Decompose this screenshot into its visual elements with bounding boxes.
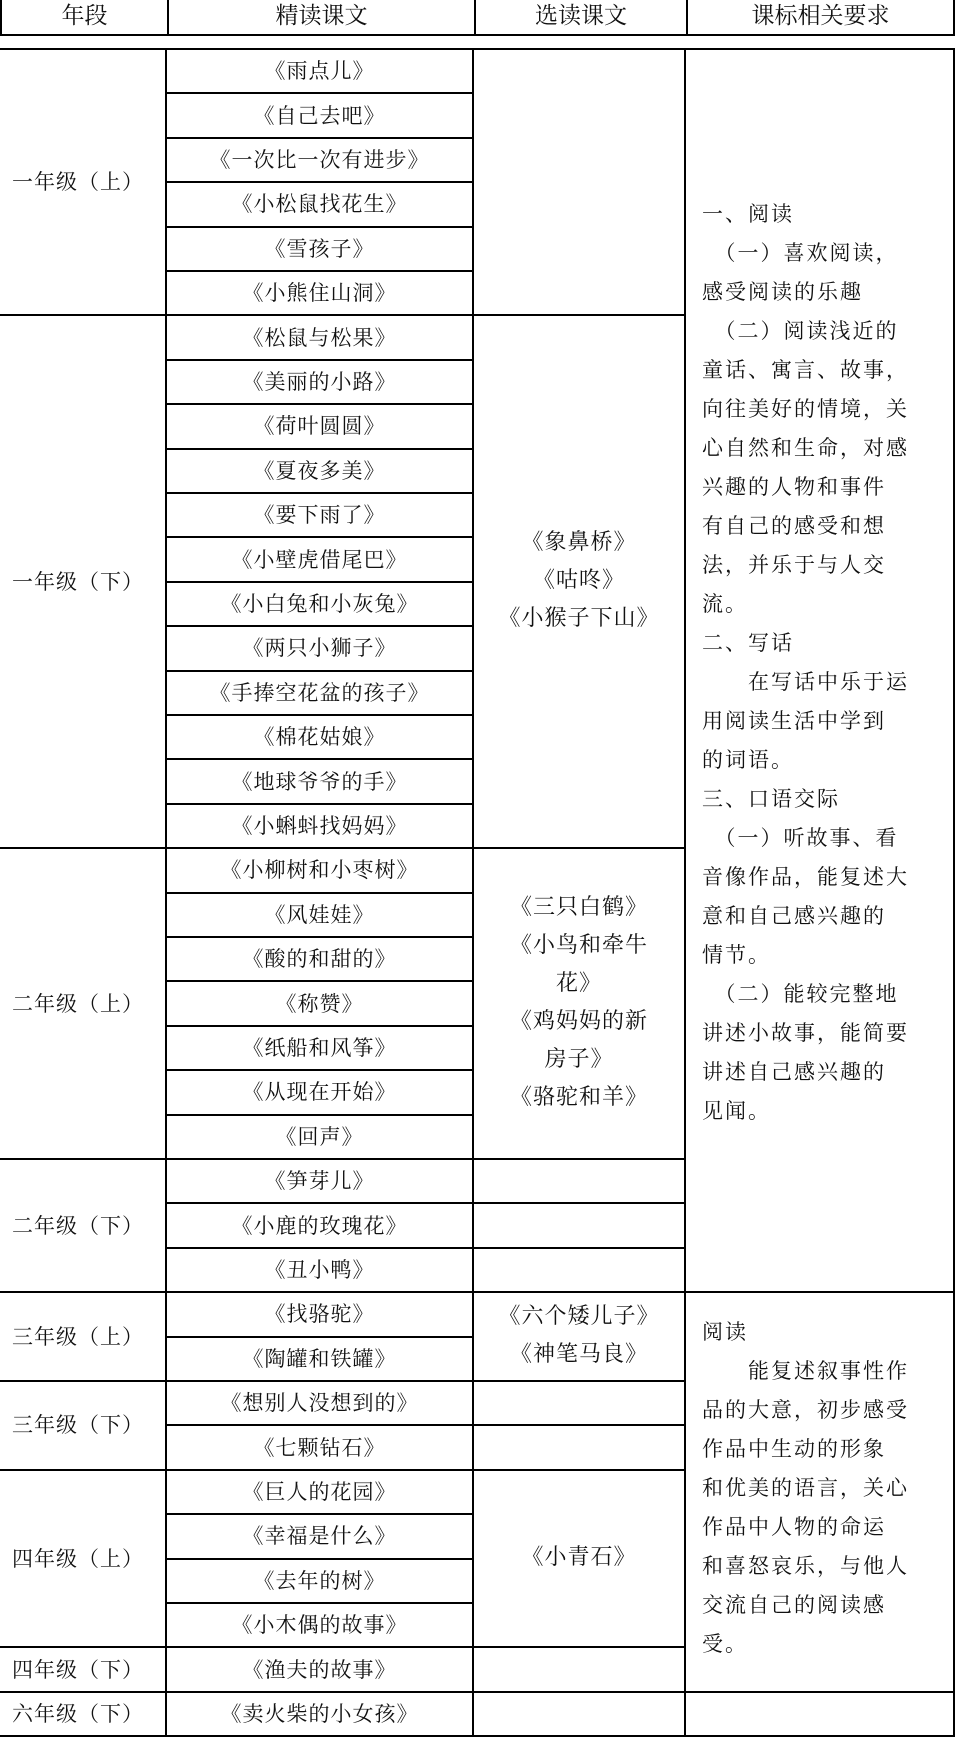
text-cell: 《小木偶的故事》 xyxy=(231,1613,408,1638)
requirements-middle-grades: 阅读 能复述叙事性作 品的大意，初步感受 作品中生动的形象 和优美的语言，关心 作品中人物的命运 和喜怒哀乐，与他人 交流自己的阅读感 受。 xyxy=(702,1320,909,1657)
row-divider xyxy=(167,1291,472,1293)
text-cell: 《雨点儿》 xyxy=(264,59,375,84)
text-cell: 《松鼠与松果》 xyxy=(242,325,397,350)
text-cell: 《一次比一次有进步》 xyxy=(209,147,430,172)
text-cell: 《称赞》 xyxy=(275,991,364,1016)
optional-text: 《鸡妈妈的新 xyxy=(509,1008,648,1034)
row-divider xyxy=(167,847,472,849)
optional-texts-cell xyxy=(474,1469,684,1647)
optional-text: 《六个矮儿子》 xyxy=(498,1303,660,1329)
row-divider xyxy=(167,1069,472,1071)
text-cell: 《两只小狮子》 xyxy=(242,636,397,661)
row-divider xyxy=(472,1380,684,1382)
text-cell: 《小壁虎借尾巴》 xyxy=(231,547,408,572)
row-divider xyxy=(167,1646,472,1648)
row-divider xyxy=(167,936,472,938)
row-divider xyxy=(167,1602,472,1604)
row-divider xyxy=(472,1646,684,1648)
text-cell: 《幸福是什么》 xyxy=(242,1524,397,1549)
row-divider xyxy=(167,1558,472,1560)
text-cell: 《要下雨了》 xyxy=(253,503,386,528)
row-divider xyxy=(167,448,472,450)
grade-cell: 四年级（上） xyxy=(12,1546,144,1571)
row-divider xyxy=(167,1380,472,1382)
row-divider xyxy=(167,1513,472,1515)
text-cell: 《美丽的小路》 xyxy=(242,369,397,394)
text-cell: 《夏夜多美》 xyxy=(253,458,386,483)
text-cell: 《地球爷爷的手》 xyxy=(231,769,408,794)
row-divider xyxy=(167,1114,472,1116)
row-divider xyxy=(167,758,472,760)
text-cell: 《渔夫的故事》 xyxy=(242,1657,397,1682)
row-divider xyxy=(167,1691,472,1693)
text-cell: 《笋芽儿》 xyxy=(264,1169,375,1194)
text-cell: 《荷叶圆圆》 xyxy=(253,414,386,439)
row-divider xyxy=(472,1691,684,1693)
optional-text: 《神笔马良》 xyxy=(509,1341,648,1367)
text-cell: 《酸的和甜的》 xyxy=(242,947,397,972)
row-divider xyxy=(472,1202,684,1204)
text-cell: 《自己去吧》 xyxy=(253,103,386,128)
optional-text: 《三只白鹤》 xyxy=(509,894,648,920)
row-divider xyxy=(167,314,472,316)
row-divider xyxy=(167,581,472,583)
row-divider xyxy=(167,536,472,538)
grade-cell: 二年级（下） xyxy=(12,1213,144,1238)
text-cell: 《小柳树和小枣树》 xyxy=(220,858,419,883)
optional-text: 花》 xyxy=(555,970,602,996)
header-intensive-texts: 精读课文 xyxy=(275,3,368,29)
grade-cell: 三年级（上） xyxy=(12,1324,144,1349)
optional-texts-cell xyxy=(474,314,684,847)
row-divider xyxy=(167,137,472,139)
header-optional-texts: 选读课文 xyxy=(535,3,627,29)
text-cell: 《回声》 xyxy=(275,1124,364,1149)
requirements-divider xyxy=(684,1691,955,1693)
row-divider xyxy=(472,1247,684,1249)
row-divider xyxy=(167,1469,472,1471)
row-divider xyxy=(167,1158,472,1160)
row-divider xyxy=(472,1158,684,1160)
requirements-lower-grades: 一、阅读 （一）喜欢阅读， 感受阅读的乐趣 （二）阅读浅近的 童话、寓言、故事， 向往美好的情境，关 心自然和生命，对感 兴趣的人物和事件 有自己的感受和想 法，并乐于与人交 流。 二、写话 在写话中乐于运 用阅读生活中学到 的词语。 三、口语交际 （一）听故事、看 音像作品，能复述大 意和自己感兴趣的 情节。 （二）能较完整地 讲述小故事，能简要 讲述自己感兴趣的 见闻。 xyxy=(702,201,909,1123)
text-cell: 《小松鼠找花生》 xyxy=(231,192,408,217)
optional-text: 《小青石》 xyxy=(521,1544,637,1570)
optional-text: 房子》 xyxy=(544,1046,614,1072)
text-cell: 《去年的树》 xyxy=(253,1568,386,1593)
row-divider xyxy=(167,403,472,405)
row-divider xyxy=(167,1202,472,1204)
optional-text: 《咕咚》 xyxy=(532,567,625,593)
text-cell: 《雪孩子》 xyxy=(264,236,375,261)
header-divider xyxy=(474,0,476,34)
optional-text: 《骆驼和羊》 xyxy=(509,1084,648,1110)
header-grade: 年段 xyxy=(61,3,108,29)
grade-cell: 一年级（上） xyxy=(12,170,144,195)
text-cell: 《卖火柴的小女孩》 xyxy=(220,1701,419,1726)
header-standard-requirements: 课标相关要求 xyxy=(751,3,890,29)
header-divider xyxy=(686,0,688,34)
column-divider xyxy=(684,48,686,1735)
row-divider xyxy=(167,714,472,716)
row-divider xyxy=(472,314,684,316)
text-cell: 《棉花姑娘》 xyxy=(253,725,386,750)
table-header xyxy=(0,0,955,36)
text-cell: 《风娃娃》 xyxy=(264,902,375,927)
optional-texts-cell xyxy=(474,1291,684,1380)
row-divider xyxy=(167,980,472,982)
row-divider xyxy=(167,359,472,361)
table-border-right xyxy=(953,48,955,1737)
optional-text: 《小鸟和牵牛 xyxy=(509,932,648,958)
row-divider xyxy=(167,803,472,805)
row-divider xyxy=(167,1025,472,1027)
row-divider xyxy=(167,226,472,228)
text-cell: 《小蝌蚪找妈妈》 xyxy=(231,813,408,838)
requirements-divider xyxy=(684,1291,955,1293)
text-cell: 《小熊住山洞》 xyxy=(242,281,397,306)
text-cell: 《小鹿的玫瑰花》 xyxy=(231,1213,408,1238)
row-divider xyxy=(167,181,472,183)
header-divider xyxy=(167,0,169,34)
row-divider xyxy=(167,1247,472,1249)
row-divider xyxy=(167,625,472,627)
row-divider xyxy=(167,1336,472,1338)
row-divider xyxy=(167,1424,472,1426)
row-divider xyxy=(167,92,472,94)
text-cell: 《陶罐和铁罐》 xyxy=(242,1346,397,1371)
text-cell: 《手捧空花盆的孩子》 xyxy=(209,680,430,705)
text-cell: 《七颗钻石》 xyxy=(253,1435,386,1460)
optional-texts-cell xyxy=(474,847,684,1158)
optional-text: 《象鼻桥》 xyxy=(521,529,637,555)
row-divider xyxy=(472,1424,684,1426)
row-divider xyxy=(167,270,472,272)
text-cell: 《纸船和风筝》 xyxy=(242,1035,397,1060)
text-cell: 《丑小鸭》 xyxy=(264,1257,375,1282)
row-divider xyxy=(167,892,472,894)
grade-cell: 二年级（上） xyxy=(12,991,144,1016)
text-cell: 《从现在开始》 xyxy=(242,1080,397,1105)
text-cell: 《巨人的花园》 xyxy=(242,1479,397,1504)
text-cell: 《想别人没想到的》 xyxy=(220,1391,419,1416)
text-cell: 《找骆驼》 xyxy=(264,1302,375,1327)
grade-cell: 六年级（下） xyxy=(12,1701,144,1726)
grade-cell: 一年级（下） xyxy=(12,569,144,594)
text-cell: 《小白兔和小灰兔》 xyxy=(220,591,419,616)
row-divider xyxy=(167,670,472,672)
optional-text: 《小猴子下山》 xyxy=(498,605,660,631)
grade-cell: 三年级（下） xyxy=(12,1413,144,1438)
row-divider xyxy=(167,492,472,494)
grade-cell: 四年级（下） xyxy=(12,1657,144,1682)
